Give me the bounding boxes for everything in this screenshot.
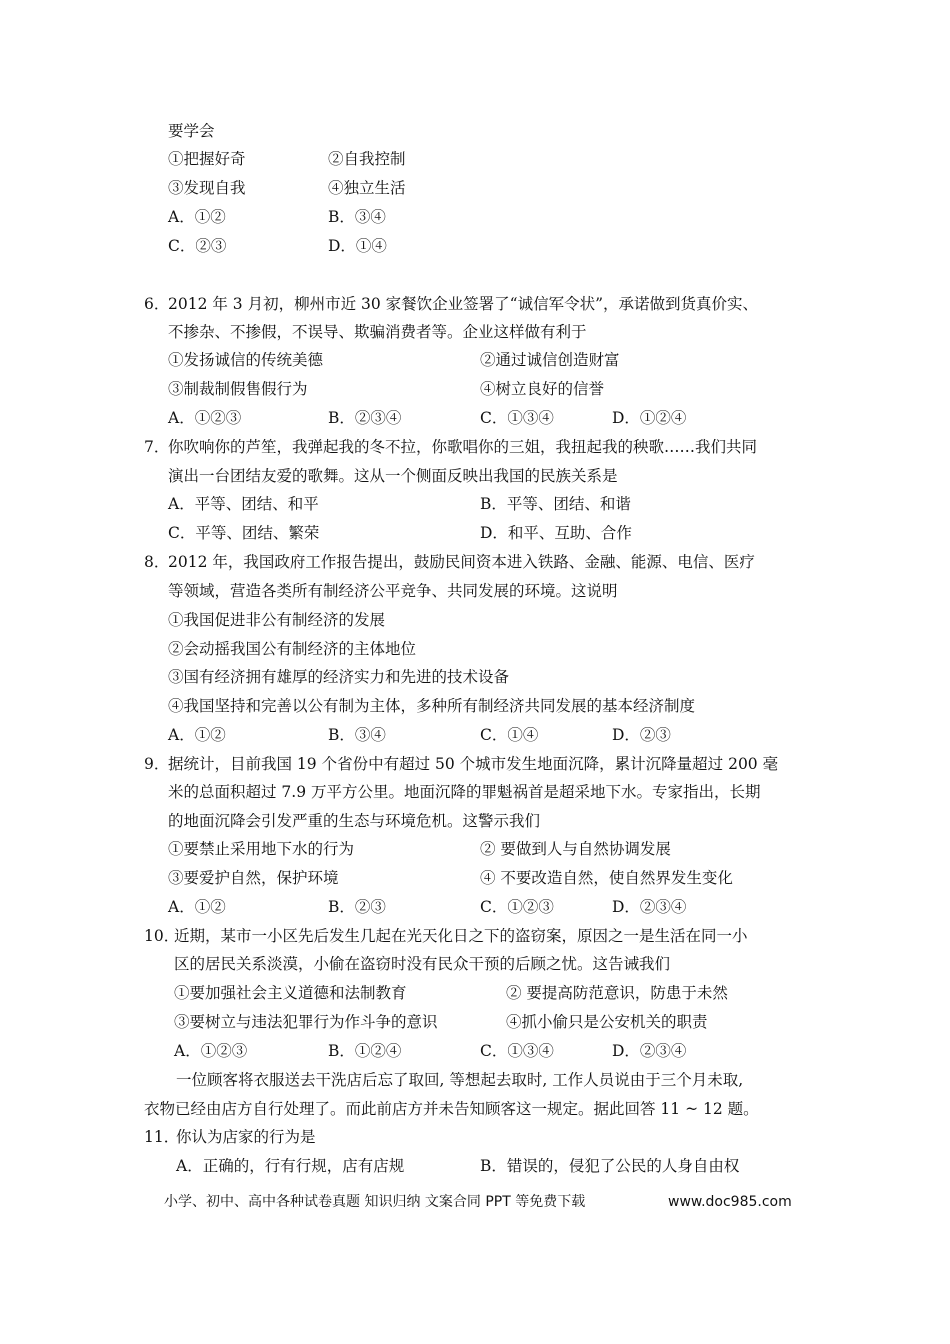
question-6-option-a: A．①②③ [168,409,242,427]
question-9-option-d: D．②③④ [612,898,687,916]
question-8-option-c: C．①④ [480,726,539,744]
question-10-item-3: ③要树立与违法犯罪行为作斗争的意识 [174,1013,438,1031]
question-5-item-1: ①把握好奇 [168,150,246,168]
question-7-option-c: C．平等、团结、繁荣 [168,524,320,542]
question-6-number: 6． [144,295,170,313]
question-8-option-b: B．③④ [328,726,386,744]
question-5-item-2: ②自我控制 [328,150,406,168]
question-11-option-a: A．正确的，行有行规，店有店规 [176,1157,405,1175]
question-8-text-line-1: 2012 年，我国政府工作报告提出，鼓励民间资本进入铁路、金融、能源、电信、医疗 [168,553,755,571]
passage-line-1: 一位顾客将衣服送去干洗店后忘了取回, 等想起去取时, 工作人员说由于三个月未取, [176,1071,744,1089]
question-8-number: 8． [144,553,170,571]
question-8-text-line-2: 等领域，营造各类所有制经济公平竞争、共同发展的环境。这说明 [168,582,618,600]
question-8-item-3: ③国有经济拥有雄厚的经济实力和先进的技术设备 [168,668,510,686]
question-9-text-line-2: 米的总面积超过 7.9 万平方公里。地面沉降的罪魁祸首是超采地下水。专家指出，长期 [168,783,761,801]
question-7-option-b: B．平等、团结、和谐 [480,495,631,513]
question-6-text-line-1: 2012 年 3 月初，柳州市近 30 家餐饮企业签署了“诚信军令状”，承诺做到货真价实、 [168,295,759,313]
question-10-item-2: ② 要提高防范意识，防患于未然 [506,984,728,1002]
question-11-number: 11． [144,1128,180,1146]
question-5-stem-tail: 要学会 [168,122,215,140]
question-5-option-d: D．①④ [328,237,387,255]
footer-text: 小学、初中、高中各种试卷真题 知识归纳 文案合同 PPT 等免费下载 [164,1194,586,1210]
question-6-option-b: B．②③④ [328,409,402,427]
question-6-item-4: ④树立良好的信誉 [480,380,605,398]
question-9-text-line-1: 据统计，目前我国 19 个省份中有超过 50 个城市发生地面沉降，累计沉降量超过 200 毫 [168,755,779,773]
question-9-option-b: B．②③ [328,898,386,916]
question-6-text-line-2: 不掺杂、不掺假，不误导、欺骗消费者等。企业这样做有利于 [168,323,587,341]
question-7-option-d: D．和平、互助、合作 [480,524,632,542]
question-5-option-a: A．①② [168,208,226,226]
question-10-item-4: ④抓小偷只是公安机关的职责 [506,1013,708,1031]
question-10-option-b: B．①②④ [328,1042,402,1060]
question-10-number: 10． [144,927,180,945]
question-10-option-a: A．①②③ [174,1042,248,1060]
question-6-option-d: D．①②④ [612,409,687,427]
question-7-text-line-2: 演出一台团结友爱的歌舞。这从一个侧面反映出我国的民族关系是 [168,467,618,485]
question-9-option-a: A．①② [168,898,226,916]
footer-url[interactable]: www.doc985.com [668,1194,792,1210]
question-10-text-line-1: 近期，某市一小区先后发生几起在光天化日之下的盗窃案，原因之一是生活在同一小 [174,927,748,945]
question-7-option-a: A．平等、团结、和平 [168,495,319,513]
question-9-item-1: ①要禁止采用地下水的行为 [168,840,355,858]
question-8-option-d: D．②③ [612,726,671,744]
question-5-item-3: ③发现自我 [168,179,246,197]
question-8-item-1: ①我国促进非公有制经济的发展 [168,611,386,629]
question-5-item-4: ④独立生活 [328,179,406,197]
question-11-option-b: B．错误的，侵犯了公民的人身自由权 [480,1157,740,1175]
passage-line-2: 衣物已经由店方自行处理了。而此前店方并未告知顾客这一规定。据此回答 11 ~ 12 题。 [144,1100,759,1118]
question-9-item-3: ③要爱护自然，保护环境 [168,869,339,887]
question-9-item-2: ② 要做到人与自然协调发展 [480,840,671,858]
question-10-text-line-2: 区的居民关系淡漠，小偷在盗窃时没有民众干预的后顾之忧。这告诫我们 [174,955,671,973]
question-10-option-d: D．②③④ [612,1042,687,1060]
question-5-option-c: C．②③ [168,237,227,255]
question-9-option-c: C．①②③ [480,898,554,916]
question-5-option-b: B．③④ [328,208,386,226]
question-11-text: 你认为店家的行为是 [176,1128,316,1146]
question-8-option-a: A．①② [168,726,226,744]
question-6-option-c: C．①③④ [480,409,554,427]
question-9-number: 9． [144,755,170,773]
question-10-option-c: C．①③④ [480,1042,554,1060]
question-6-item-2: ②通过诚信创造财富 [480,351,620,369]
question-9-text-line-3: 的地面沉降会引发严重的生态与环境危机。这警示我们 [168,812,541,830]
question-9-item-4: ④ 不要改造自然，使自然界发生变化 [480,869,733,887]
question-10-item-1: ①要加强社会主义道德和法制教育 [174,984,407,1002]
question-8-item-4: ④我国坚持和完善以公有制为主体，多种所有制经济共同发展的基本经济制度 [168,697,696,715]
question-6-item-1: ①发扬诚信的传统美德 [168,351,324,369]
question-7-text-line-1: 你吹响你的芦笙，我弹起我的冬不拉，你歌唱你的三姐，我扭起我的秧歌……我们共同 [168,438,758,456]
question-7-number: 7． [144,438,170,456]
question-8-item-2: ②会动摇我国公有制经济的主体地位 [168,640,417,658]
question-6-item-3: ③制裁制假售假行为 [168,380,308,398]
